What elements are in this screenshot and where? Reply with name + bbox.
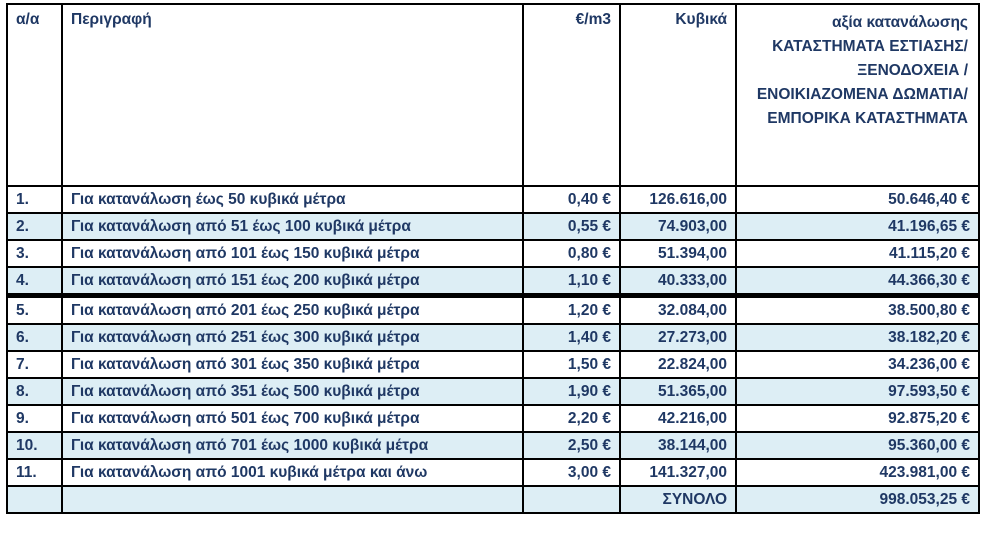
cell-aa: 10. — [7, 432, 62, 459]
cell-empty — [62, 486, 523, 513]
table-row — [7, 240, 979, 267]
cell-aa: 5. — [7, 296, 62, 325]
cell-description: Για κατανάλωση έως 50 κυβικά μέτρα — [62, 186, 523, 213]
cell-description: Για κατανάλωση από 51 έως 100 κυβικά μέτρα — [62, 213, 523, 240]
table-row — [7, 351, 979, 378]
cell-value: 423.981,00 € — [736, 459, 979, 486]
total-row — [7, 486, 979, 513]
cell-price: 2,50 € — [523, 432, 620, 459]
cell-value: 34.236,00 € — [736, 351, 979, 378]
cell-cubic: 51.394,00 — [620, 240, 736, 267]
cell-description: Για κατανάλωση από 1001 κυβικά μέτρα και άνω — [62, 459, 523, 486]
cell-value: 38.182,20 € — [736, 324, 979, 351]
cell-value: 50.646,40 € — [736, 186, 979, 213]
cell-description: Για κατανάλωση από 151 έως 200 κυβικά μέτρα — [62, 267, 523, 296]
cell-value: 97.593,50 € — [736, 378, 979, 405]
cell-cubic: 32.084,00 — [620, 296, 736, 325]
cell-cubic: 38.144,00 — [620, 432, 736, 459]
cell-aa: 1. — [7, 186, 62, 213]
table-row — [7, 186, 979, 213]
cell-description: Για κατανάλωση από 501 έως 700 κυβικά μέτρα — [62, 405, 523, 432]
cell-price: 3,00 € — [523, 459, 620, 486]
cell-cubic: 22.824,00 — [620, 351, 736, 378]
total-value: 998.053,25 € — [736, 486, 979, 513]
cell-cubic: 141.327,00 — [620, 459, 736, 486]
cell-value: 44.366,30 € — [736, 267, 979, 296]
cell-price: 1,10 € — [523, 267, 620, 296]
cell-aa: 7. — [7, 351, 62, 378]
consumption-table — [6, 3, 980, 514]
cell-cubic: 40.333,00 — [620, 267, 736, 296]
cell-price: 0,80 € — [523, 240, 620, 267]
cell-cubic: 42.216,00 — [620, 405, 736, 432]
cell-price: 1,20 € — [523, 296, 620, 325]
cell-value: 41.196,65 € — [736, 213, 979, 240]
header-row — [7, 4, 979, 186]
cell-description: Για κατανάλωση από 301 έως 350 κυβικά μέτρα — [62, 351, 523, 378]
cell-price: 1,40 € — [523, 324, 620, 351]
cell-cubic: 51.365,00 — [620, 378, 736, 405]
header-price: €/m3 — [523, 4, 620, 186]
table-row — [7, 213, 979, 240]
cell-value: 41.115,20 € — [736, 240, 979, 267]
table-row — [7, 459, 979, 486]
cell-empty — [7, 486, 62, 513]
cell-description: Για κατανάλωση από 251 έως 300 κυβικά μέτρα — [62, 324, 523, 351]
cell-description: Για κατανάλωση από 201 έως 250 κυβικά μέτρα — [62, 296, 523, 325]
cell-cubic: 74.903,00 — [620, 213, 736, 240]
table-row — [7, 267, 979, 296]
table-row — [7, 405, 979, 432]
header-cubic: Κυβικά — [620, 4, 736, 186]
table-row — [7, 324, 979, 351]
cell-description: Για κατανάλωση από 351 έως 500 κυβικά μέτρα — [62, 378, 523, 405]
cell-value: 95.360,00 € — [736, 432, 979, 459]
cell-value: 38.500,80 € — [736, 296, 979, 325]
total-label: ΣΥΝΟΛΟ — [620, 486, 736, 513]
cell-aa: 9. — [7, 405, 62, 432]
cell-aa: 6. — [7, 324, 62, 351]
header-value: αξία κατανάλωσης ΚΑΤΑΣΤΗΜΑΤΑ ΕΣΤΙΑΣΗΣ/ ΞΕΝΟΔΟΧΕΙΑ /ΕΝΟΙΚΙΑΖΟΜΕΝΑ ΔΩΜΑΤΙΑ/ΕΜΠΟΡΙΚΑ ΚΑΤΑΣΤΗΜΑΤΑ — [736, 4, 979, 186]
cell-price: 0,40 € — [523, 186, 620, 213]
cell-aa: 2. — [7, 213, 62, 240]
header-description: Περιγραφή — [62, 4, 523, 186]
cell-price: 2,20 € — [523, 405, 620, 432]
table-body — [7, 4, 979, 513]
cell-description: Για κατανάλωση από 101 έως 150 κυβικά μέτρα — [62, 240, 523, 267]
cell-empty — [523, 486, 620, 513]
cell-aa: 11. — [7, 459, 62, 486]
table-row — [7, 296, 979, 325]
table-row — [7, 378, 979, 405]
header-aa: α/α — [7, 4, 62, 186]
cell-description: Για κατανάλωση από 701 έως 1000 κυβικά μέτρα — [62, 432, 523, 459]
cell-value: 92.875,20 € — [736, 405, 979, 432]
cell-cubic: 27.273,00 — [620, 324, 736, 351]
cell-price: 0,55 € — [523, 213, 620, 240]
table-row — [7, 432, 979, 459]
cell-price: 1,50 € — [523, 351, 620, 378]
cell-aa: 4. — [7, 267, 62, 296]
cell-price: 1,90 € — [523, 378, 620, 405]
cell-aa: 3. — [7, 240, 62, 267]
cell-aa: 8. — [7, 378, 62, 405]
cell-cubic: 126.616,00 — [620, 186, 736, 213]
